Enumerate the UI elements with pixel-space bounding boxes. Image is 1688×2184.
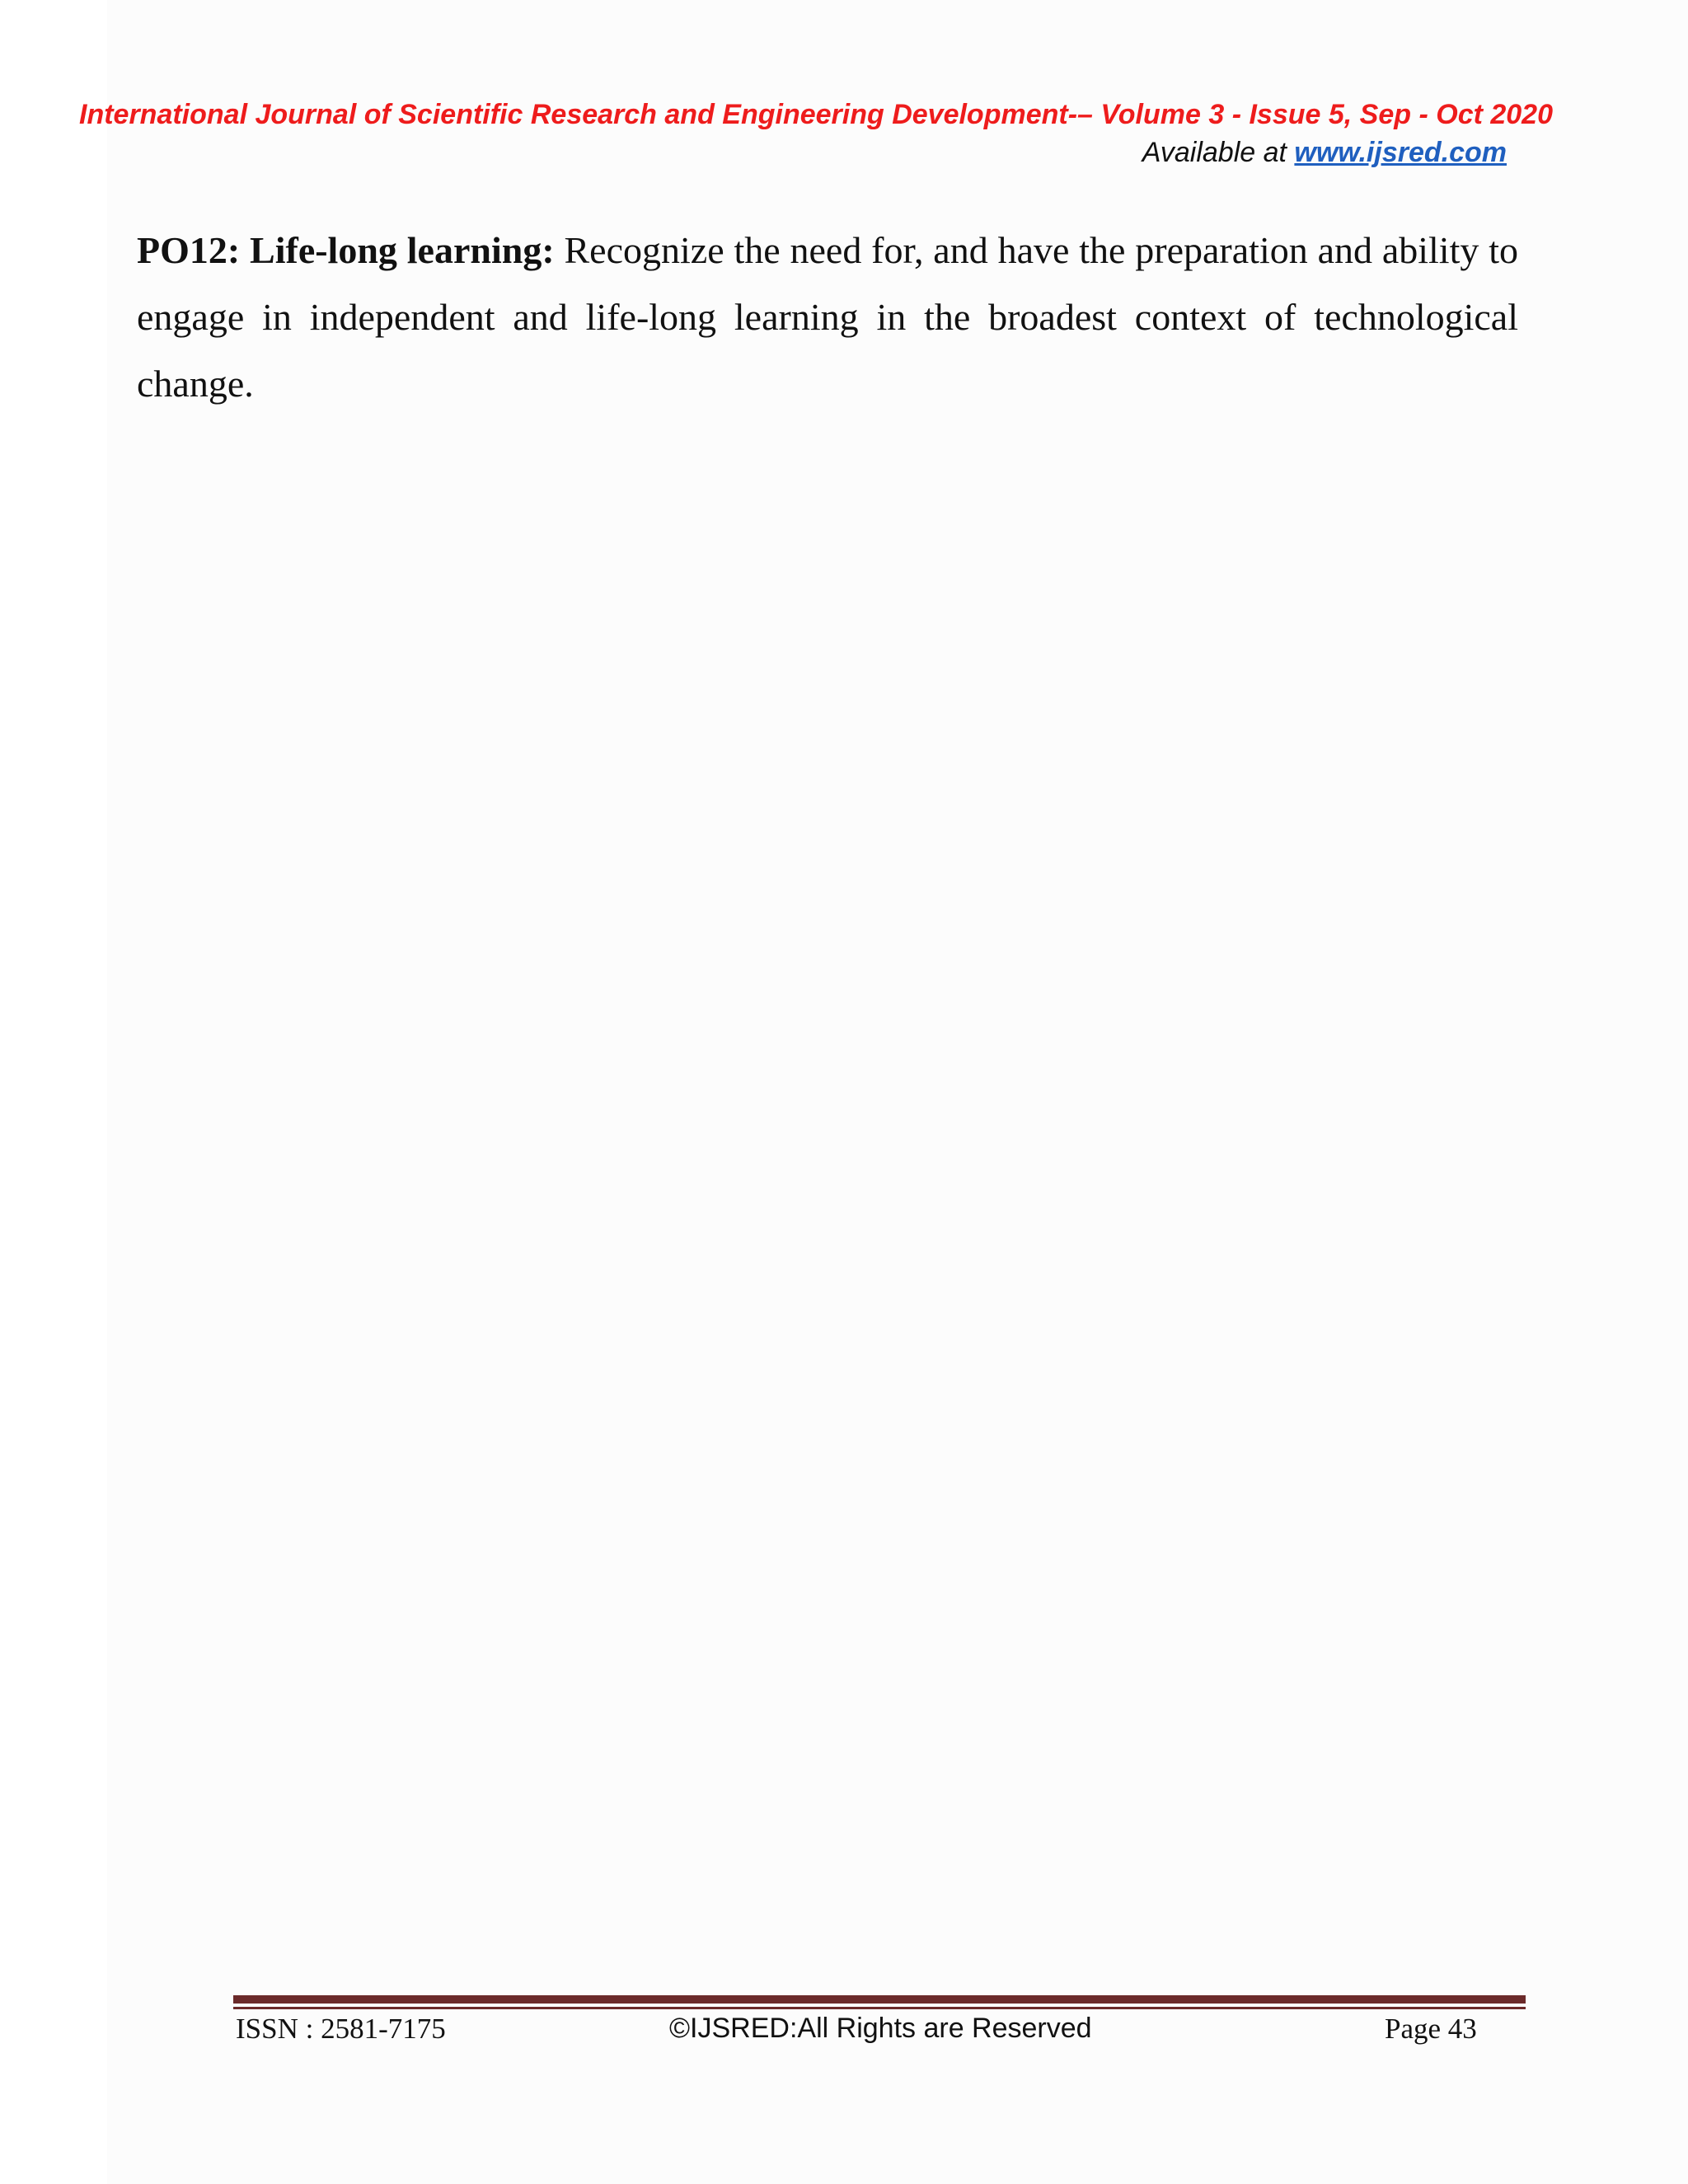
available-at-line: [1142, 137, 1507, 169]
website-link[interactable]: www.ijsred.com: [1294, 137, 1507, 168]
footer-divider-thin: [233, 2007, 1526, 2009]
footer-divider-thick: [233, 1995, 1526, 2004]
footer-page-number: Page 43: [1385, 2013, 1477, 2045]
journal-header-title: International Journal of Scientific Research and Engineering Development-– Volume 3 - Issue 5, Sep - Oct 2020: [79, 99, 1554, 130]
paragraph-heading: PO12: Life-long learning:: [137, 229, 555, 271]
body-paragraph: [137, 217, 1518, 417]
footer-copyright: ©IJSRED:All Rights are Reserved: [669, 2013, 1092, 2044]
footer-issn: ISSN : 2581-7175: [236, 2013, 446, 2045]
available-at-label: Available at: [1142, 137, 1295, 168]
paragraph-text: Recognize the need for, and have the preparation and ability to engage in independent and life-long learning in the broadest context of technological change.: [137, 229, 1518, 405]
